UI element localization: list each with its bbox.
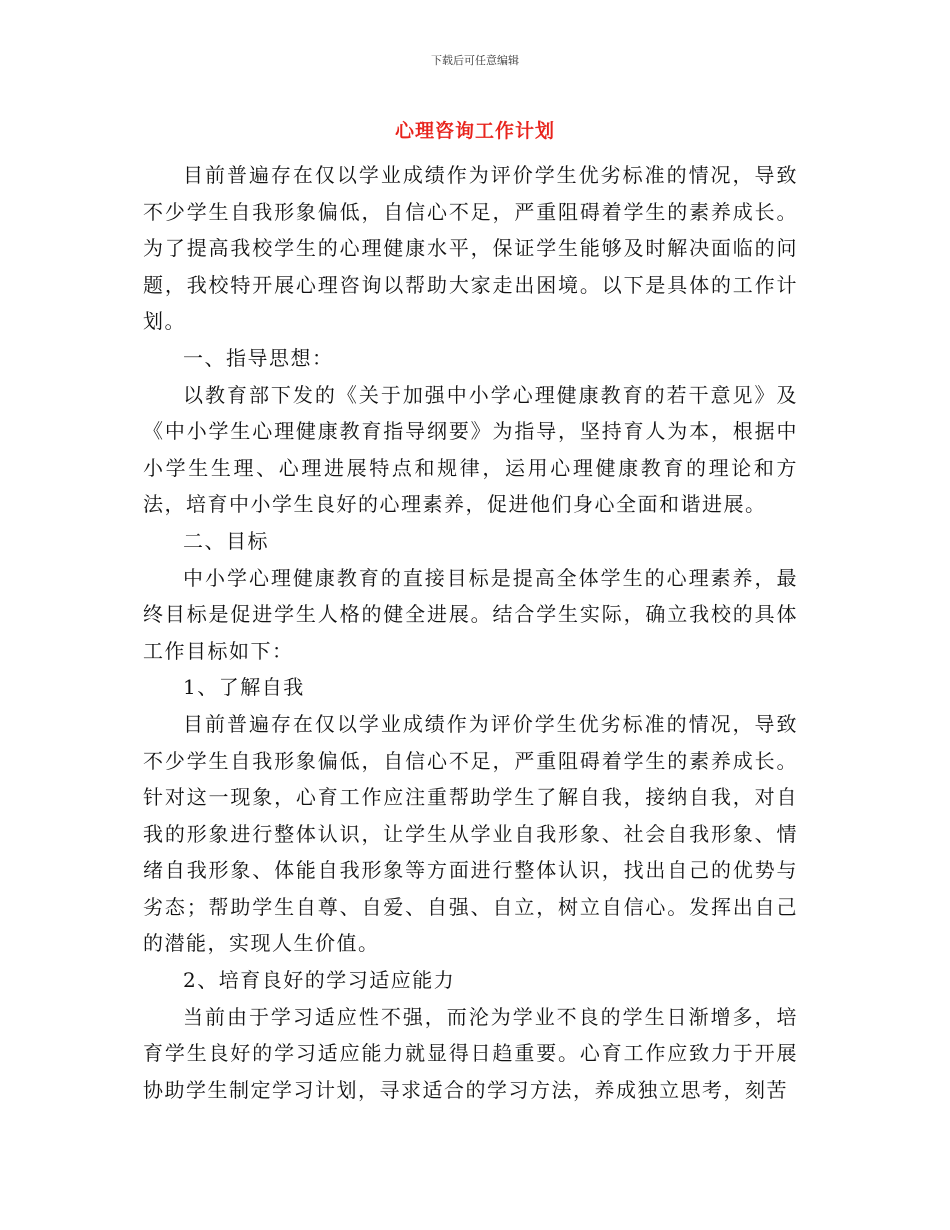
section-heading-guiding-ideology: 一、指导思想：: [183, 345, 334, 370]
document-title: 心理咨询工作计划: [394, 120, 555, 142]
document-body: [143, 157, 798, 1108]
header-note: 下载后可任意编辑: [431, 54, 519, 67]
intro-paragraph: 目前普遍存在仅以学业成绩作为评价学生优劣标准的情况，导致不少学生自我形象偏低，自信心不足，严重阻碍着学生的素养成长。为了提高我校学生的心理健康水平，保证学生能够及时解决面临的问题，我校特开展心理咨询以帮助大家走出困境。以下是具体的工作计划。: [143, 163, 798, 334]
guiding-ideology-paragraph: 以教育部下发的《关于加强中小学心理健康教育的若干意见》及《中小学生心理健康教育指导纲要》为指导，坚持育人为本，根据中小学生生理、心理进展特点和规律，运用心理健康教育的理论和方法，培育中小学生良好的心理素养，促进他们身心全面和谐进展。: [143, 382, 798, 517]
section-heading-goals: 二、目标: [183, 528, 269, 553]
learning-adaptability-paragraph: 当前由于学习适应性不强，而沦为学业不良的学生日渐增多，培育学生良好的学习适应能力就显得日趋重要。心育工作应致力于开展协助学生制定学习计划，寻求适合的学习方法，养成独立思考，刻苦: [143, 1004, 798, 1102]
subheading-learning-adaptability: 2、培育良好的学习适应能力: [183, 968, 456, 993]
know-yourself-paragraph: 目前普遍存在仅以学业成绩作为评价学生优劣标准的情况，导致不少学生自我形象偏低，自信心不足，严重阻碍着学生的素养成长。针对这一现象，心育工作应注重帮助学生了解自我，接纳自我，对自我的形象进行整体认识，让学生从学业自我形象、社会自我形象、情绪自我形象、体能自我形象等方面进行整体认识，找出自己的优势与劣态；帮助学生自尊、自爱、自强、自立，树立自信心。发挥出自己的潜能，实现人生价值。: [143, 711, 798, 956]
subheading-know-yourself: 1、了解自我: [183, 675, 305, 700]
goals-paragraph: 中小学心理健康教育的直接目标是提高全体学生的心理素养，最终目标是促进学生人格的健全进展。结合学生实际，确立我校的具体工作目标如下：: [143, 565, 798, 663]
